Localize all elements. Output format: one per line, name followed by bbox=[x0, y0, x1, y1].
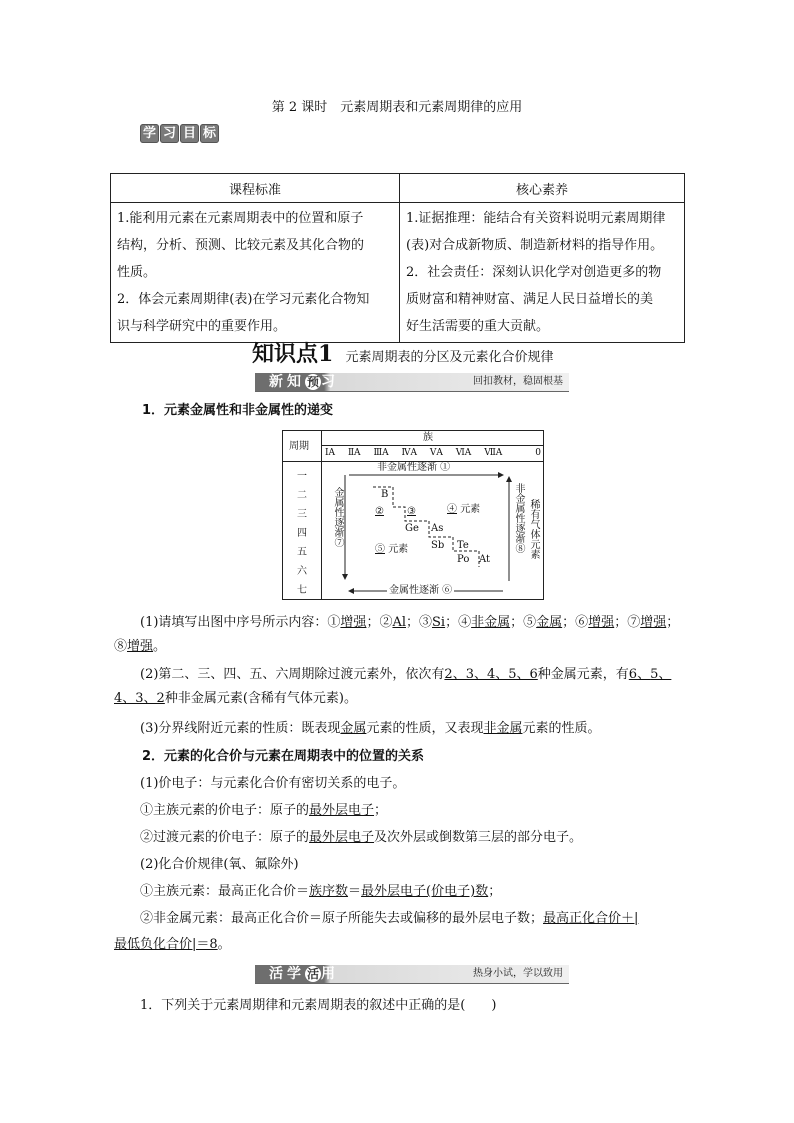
text-line: 2．社会责任：深刻认识化学对创造更多的物 bbox=[406, 265, 662, 280]
answer-blank: 最外层电子(价电子)数 bbox=[361, 884, 489, 899]
answer-blank: 最高正化合价＋| bbox=[543, 911, 639, 926]
text: 元素的性质，又表现 bbox=[366, 721, 484, 736]
text: ；③ bbox=[406, 615, 433, 630]
answer-blank: 6、 bbox=[628, 667, 651, 682]
text: 元素的性质。 bbox=[522, 721, 601, 736]
tag-char: 目 bbox=[180, 124, 199, 143]
text: 种金属元素，有 bbox=[537, 667, 629, 682]
text-line: 1.能利用元素在元素周期表中的位置和原子 bbox=[117, 211, 364, 226]
right-vertical-label-2: 稀有气体元素 bbox=[528, 499, 539, 559]
group-label: ⅡA bbox=[347, 448, 361, 458]
period-label: 五 bbox=[297, 547, 307, 558]
text-line: 质财富和精神财富、满足人民日益增长的美 bbox=[406, 292, 654, 307]
answer-blank: 非金属 bbox=[471, 615, 511, 630]
knowledge-point-title: 元素周期表的分区及元素化合价规律 bbox=[345, 350, 554, 365]
objectives-table bbox=[110, 173, 685, 343]
text: 。 bbox=[153, 639, 167, 654]
section-title: 2．元素的化合价与元素在周期表中的位置的关系 bbox=[142, 749, 425, 764]
answer-blank: Al bbox=[392, 615, 406, 630]
valence-line bbox=[140, 910, 638, 927]
top-arrow-label: 非金属性逐渐 ① bbox=[377, 462, 451, 473]
standard-cell bbox=[111, 203, 400, 343]
text: ①主族元素的价电子：原子的 bbox=[140, 803, 310, 818]
periodic-table-figure bbox=[282, 430, 544, 600]
element-po: Po bbox=[457, 554, 470, 565]
bar-label-text: 新知 bbox=[269, 374, 305, 390]
bar-label-text: 活学 bbox=[269, 966, 305, 982]
table-header-standard: 课程标准 bbox=[111, 174, 400, 203]
group-label: ⅥA bbox=[455, 448, 472, 458]
bar-label-text: 习 bbox=[321, 374, 339, 390]
text: ；⑧ bbox=[114, 615, 680, 654]
element-sb: Sb bbox=[431, 540, 445, 551]
objectives-tag bbox=[140, 124, 219, 143]
section-title: 1．元素金属性和非金属性的递变 bbox=[142, 403, 334, 418]
blank-3: ③ bbox=[407, 506, 416, 517]
element-ge: Ge bbox=[405, 523, 419, 534]
text: 。 bbox=[217, 937, 231, 952]
blank-5: ⑤ bbox=[375, 544, 385, 555]
lesson-title: 第 2 课时 元素周期表和元素周期律的应用 bbox=[271, 100, 523, 115]
text: 及次外层或倒数第三层的部分电子。 bbox=[374, 830, 583, 845]
group-label: ⅢA bbox=[373, 448, 389, 458]
bar-label bbox=[269, 965, 339, 983]
answer-2 bbox=[114, 663, 688, 711]
text-line: 性质。 bbox=[117, 265, 157, 280]
answer-blank: 增强 bbox=[588, 615, 615, 630]
table-header-literacy: 核心素养 bbox=[400, 174, 685, 203]
answer-blank: 5、4、3、2 bbox=[114, 667, 672, 706]
element-te: Te bbox=[457, 540, 469, 551]
element-label-5 bbox=[375, 544, 408, 556]
right-vertical-label-1: 非金属性逐渐⑧ bbox=[513, 483, 524, 553]
section-bar-practice bbox=[255, 965, 569, 984]
text: ＝ bbox=[348, 884, 362, 899]
bar-label-text: 用 bbox=[321, 966, 339, 982]
tag-char: 标 bbox=[200, 124, 219, 143]
tag-char: 学 bbox=[140, 124, 159, 143]
text: (2)第二、三、四、五、六周期除过渡元素外，依次有 bbox=[140, 667, 445, 682]
text: ②过渡元素的价电子：原子的 bbox=[140, 830, 310, 845]
bar-subtitle: 热身小试，学以致用 bbox=[473, 968, 563, 979]
text-line: 2．体会元素周期律(表)在学习元素化合物知 bbox=[117, 292, 370, 307]
text: ；⑦ bbox=[614, 615, 641, 630]
left-vertical-label: 金属性逐渐⑦ bbox=[332, 487, 343, 547]
bar-label-circle: 活 bbox=[306, 967, 319, 981]
answer-blank: 金属 bbox=[340, 721, 367, 736]
answer-blank: 2、3、4、5、6 bbox=[444, 667, 538, 682]
bar-label-circle: 预 bbox=[306, 375, 319, 389]
bottom-arrow-label: 金属性逐渐 ⑥ bbox=[389, 585, 453, 596]
text: (1)请填写出图中序号所示内容：① bbox=[140, 615, 341, 630]
period-label: 三 bbox=[297, 509, 307, 520]
answer-blank: 非金属 bbox=[483, 721, 523, 736]
answer-blank: 最低负化合价|＝8 bbox=[114, 937, 218, 952]
element-label-4 bbox=[447, 504, 480, 516]
text: ； bbox=[374, 803, 388, 818]
answer-blank: Si bbox=[432, 615, 446, 630]
period-label: 二 bbox=[297, 490, 307, 501]
answer-blank: 增强 bbox=[127, 639, 154, 654]
knowledge-point-heading bbox=[252, 337, 553, 368]
period-label: 一 bbox=[297, 471, 307, 482]
group-label: ⅤA bbox=[429, 448, 443, 458]
bar-label bbox=[269, 373, 339, 391]
literacy-cell bbox=[400, 203, 685, 343]
valence-line bbox=[140, 802, 387, 819]
text: ；⑤ bbox=[510, 615, 537, 630]
valence-line bbox=[140, 829, 582, 846]
period-label: 七 bbox=[297, 585, 307, 596]
question-1: 1．下列关于元素周期律和元素周期表的叙述中正确的是( ) bbox=[140, 998, 497, 1013]
section-bar-preview bbox=[255, 373, 569, 392]
group-label: ⅦA bbox=[484, 448, 503, 458]
text: (3)分界线附近元素的性质：既表现 bbox=[140, 721, 341, 736]
group-label: ⅣA bbox=[401, 448, 417, 458]
text: ；⑥ bbox=[562, 615, 589, 630]
bar-subtitle: 回扣教材，稳固根基 bbox=[473, 376, 563, 387]
element-as: As bbox=[431, 523, 444, 534]
group-label: ⅠA bbox=[325, 448, 336, 458]
valence-line: (2)化合价规律(氧、氟除外) bbox=[140, 857, 299, 872]
blank-4: ④ bbox=[447, 504, 457, 515]
text-line: 好生活需要的重大贡献。 bbox=[406, 319, 550, 334]
text: ； bbox=[488, 884, 502, 899]
text-line: 结构，分析、预测、比较元素及其化合物的 bbox=[117, 238, 365, 253]
element-at: At bbox=[479, 554, 491, 565]
group-header: 族 bbox=[423, 432, 433, 443]
answer-blank: 族序数 bbox=[309, 884, 349, 899]
valence-line bbox=[114, 936, 231, 953]
text-line: 1.证据推理：能结合有关资料说明元素周期律 bbox=[406, 211, 666, 226]
answer-blank: 最外层电子 bbox=[309, 803, 375, 818]
blank-2: ② bbox=[375, 506, 384, 517]
valence-line bbox=[140, 883, 501, 900]
text: ；④ bbox=[445, 615, 472, 630]
text: ①主族元素：最高正化合价＝ bbox=[140, 884, 310, 899]
tag-char: 习 bbox=[160, 124, 179, 143]
element-b: B bbox=[381, 489, 389, 500]
period-label: 六 bbox=[297, 566, 307, 577]
period-label: 四 bbox=[297, 528, 307, 539]
text: ②非金属元素：最高正化合价＝原子所能失去或偏移的最外层电子数； bbox=[140, 911, 544, 926]
element-suffix: 元素 bbox=[460, 504, 481, 515]
text-line: (表)对合成新物质、制造新材料的指导作用。 bbox=[406, 238, 664, 253]
text-line: 识与科学研究中的重要作用。 bbox=[117, 319, 287, 334]
element-suffix: 元素 bbox=[388, 544, 409, 555]
text: 种非金属元素(含稀有气体元素)。 bbox=[164, 691, 357, 706]
text: ；② bbox=[366, 615, 393, 630]
group-label: 0 bbox=[535, 448, 541, 458]
answer-1 bbox=[114, 611, 686, 659]
answer-3 bbox=[140, 720, 600, 737]
answer-blank: 最外层电子 bbox=[309, 830, 375, 845]
answer-blank: 增强 bbox=[640, 615, 667, 630]
answer-blank: 增强 bbox=[340, 615, 367, 630]
answer-blank: 金属 bbox=[536, 615, 563, 630]
knowledge-point-number: 知识点1 bbox=[252, 341, 334, 367]
period-header: 周期 bbox=[289, 441, 309, 452]
valence-line: (1)价电子：与元素化合价有密切关系的电子。 bbox=[140, 776, 406, 791]
